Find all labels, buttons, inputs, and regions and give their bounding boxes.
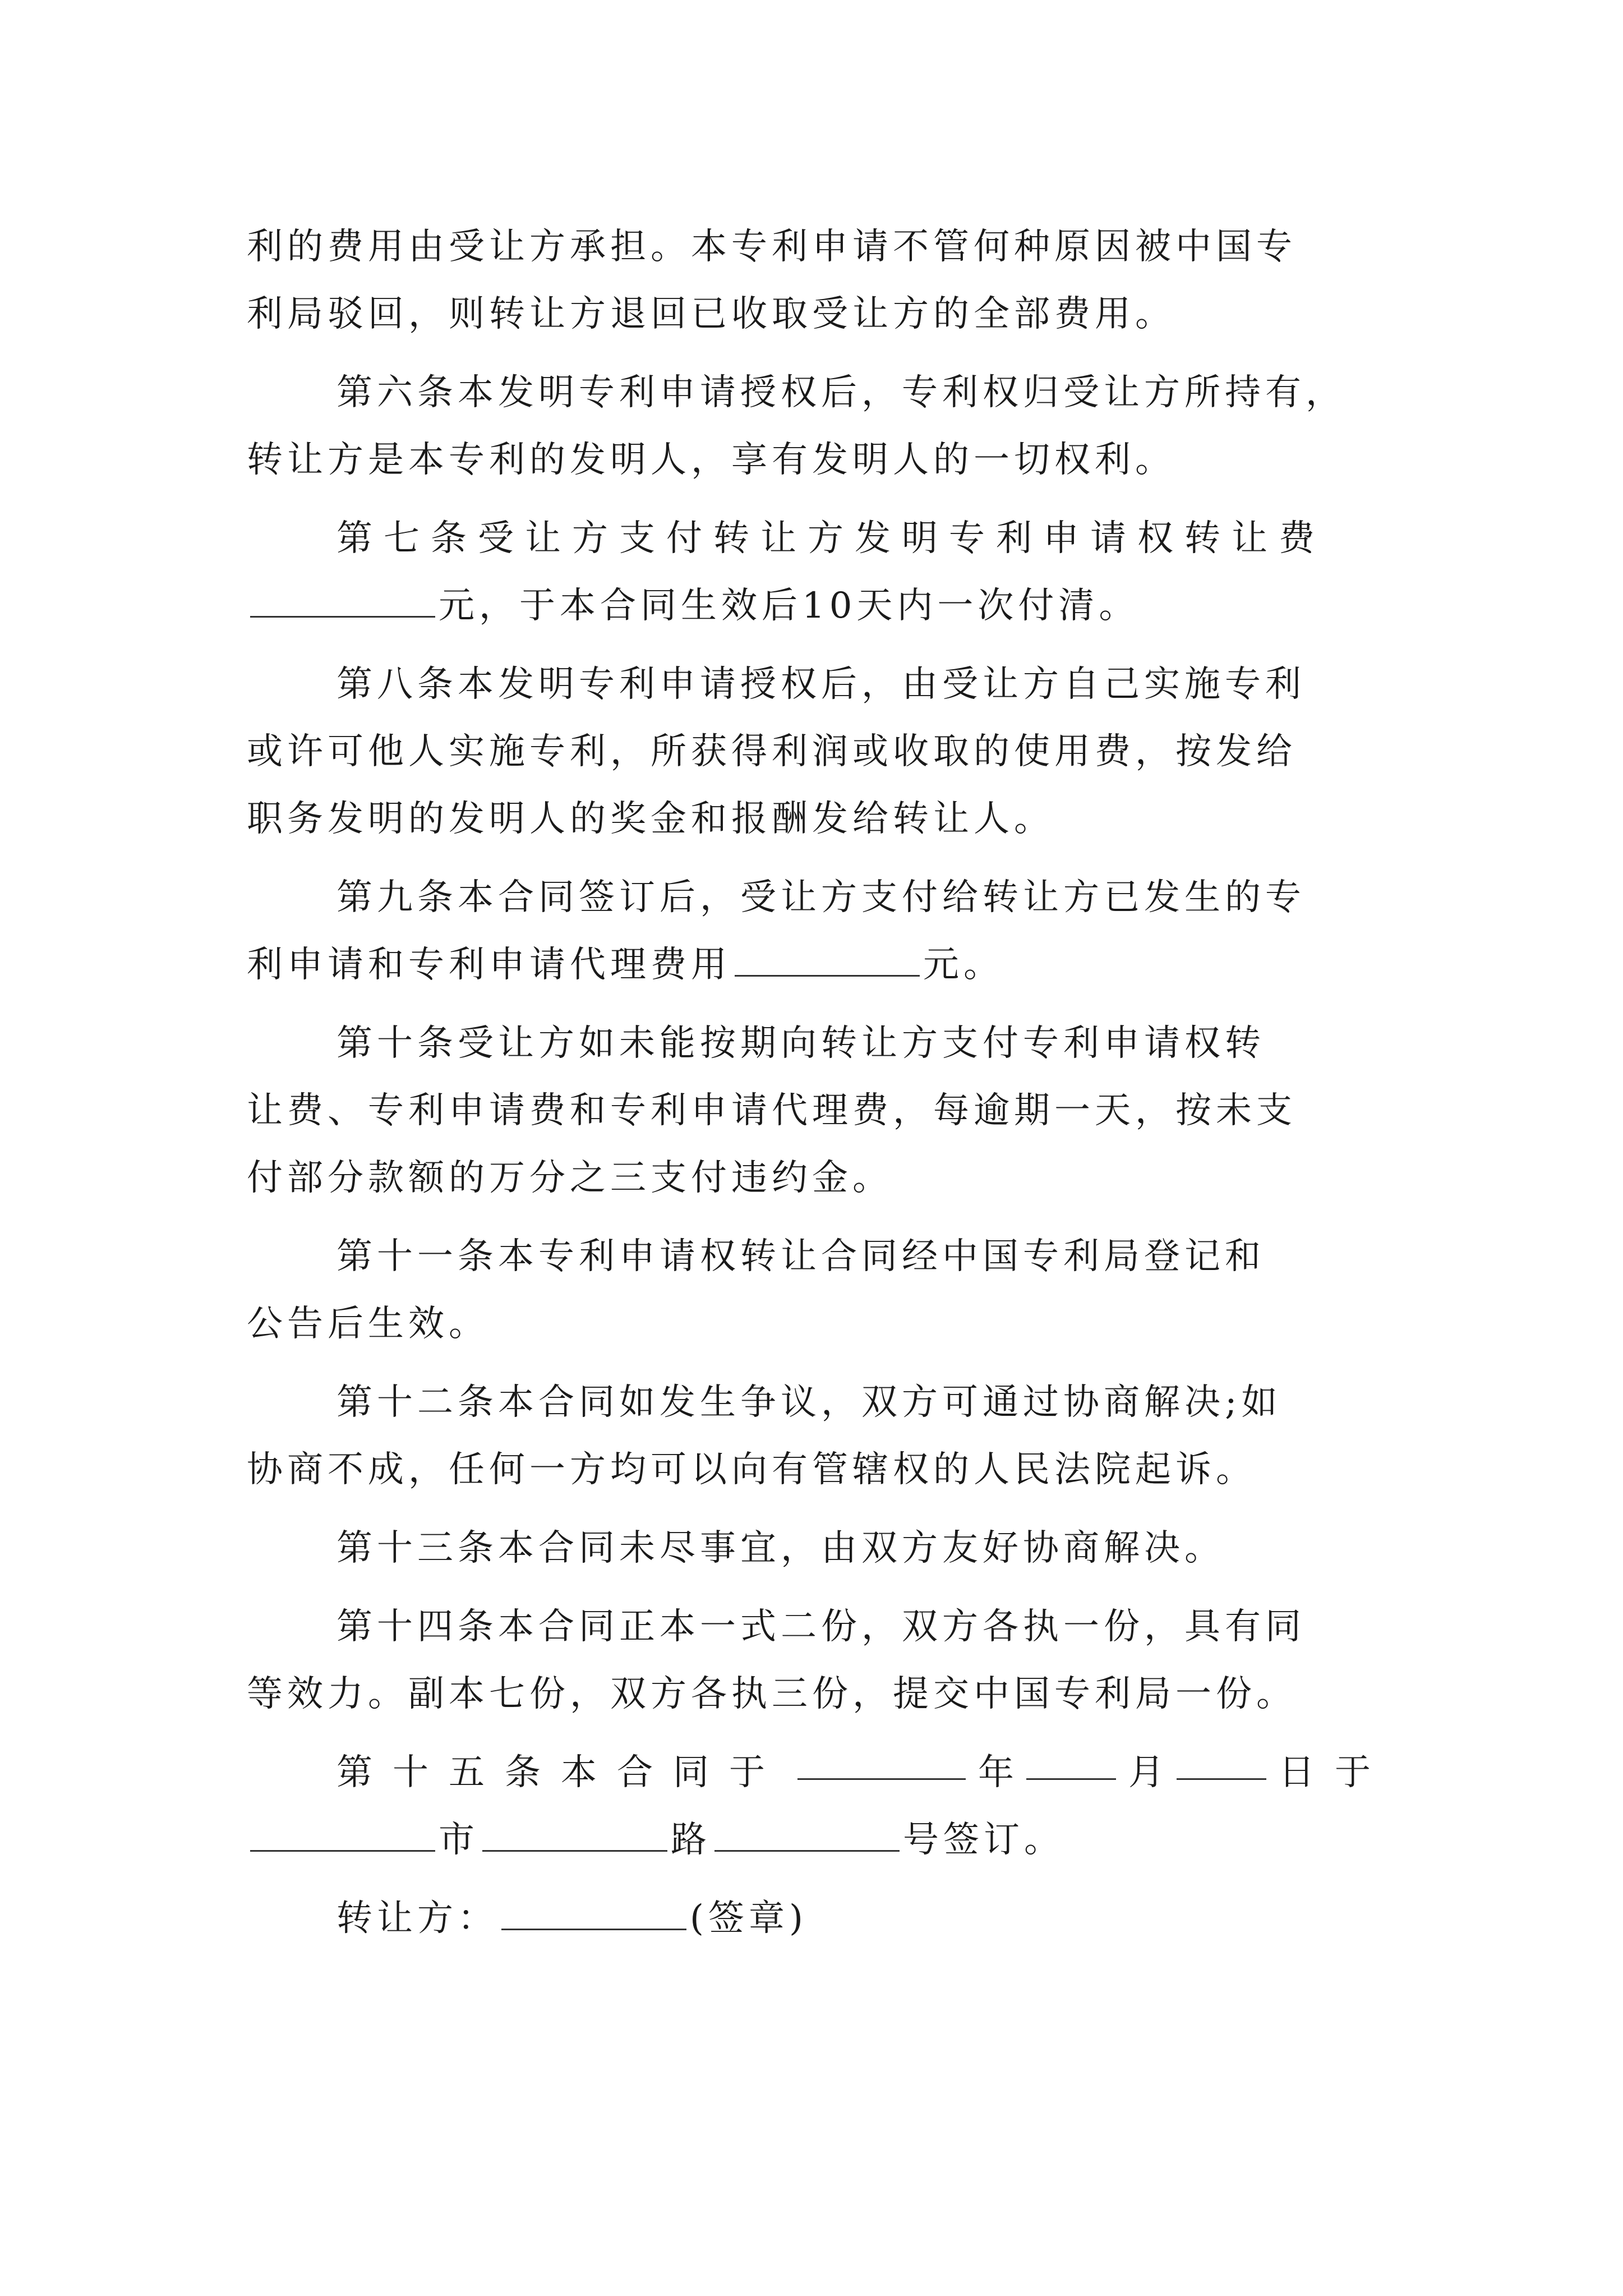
text-span: 元。: [923, 944, 1004, 986]
signature-suffix: (签章): [690, 1898, 808, 1939]
text-span: 路: [671, 1819, 711, 1861]
text-line: 利局驳回，则转让方退回已收取受让方的全部费用。: [247, 293, 1175, 335]
clause-10: 第十条受让方如未能按期向转让方支付专利申请权转: [336, 1023, 1265, 1064]
signature-label: 转让方：: [336, 1898, 498, 1939]
text-line: [247, 931, 1391, 999]
clause-8: 第八条本发明专利申请授权后，由受让方自己实施专利: [336, 664, 1306, 705]
text-span: 元，于本合同生效后10天内一次付清。: [439, 585, 1140, 627]
place-line: [247, 1806, 1391, 1874]
text-span: 年: [978, 1752, 1014, 1793]
text-line: 协商不成，任何一方均可以向有管辖权的人民法院起诉。: [247, 1449, 1256, 1490]
text-line: [247, 572, 1391, 639]
text-line: 让费、专利申请费和专利申请代理费，每逾期一天，按未支: [247, 1090, 1297, 1131]
text-line: 职务发明的发明人的奖金和报酬发给转让人。: [247, 798, 1054, 840]
year-blank: [797, 1739, 966, 1780]
text-line: 等效力。副本七份，双方各执三份，提交中国专利局一份。: [247, 1673, 1297, 1715]
text-line: 利的费用由受让方承担。本专利申请不管何种原因被中国专: [247, 226, 1297, 268]
clause-13: 第十三条本合同未尽事宜，由双方友好协商解决。: [336, 1527, 1225, 1569]
clause-7: 第七条受让方支付转让方发明专利申请权转让费: [336, 518, 1326, 559]
text-line: 或许可他人实施专利，所获得利润或收取的使用费，按发给: [247, 731, 1297, 772]
clause-6: 第六条本发明专利申请授权后，专利权归受让方所持有，: [336, 372, 1346, 413]
text-span: 日于: [1279, 1752, 1391, 1793]
text-span: 利申请和专利申请代理费用: [247, 944, 731, 986]
blank-field: [735, 936, 920, 977]
text-span: 市: [439, 1819, 479, 1861]
month-blank: [1026, 1739, 1116, 1780]
clause-15-date-line: [336, 1739, 1391, 1806]
text-span: 月: [1128, 1752, 1164, 1793]
city-blank: [250, 1811, 435, 1852]
clause-12: 第十二条本合同如发生争议，双方可通过协商解决;如: [336, 1382, 1282, 1423]
number-blank: [714, 1811, 900, 1852]
text-span: 号签订。: [903, 1819, 1064, 1861]
clause-11: 第十一条本专利申请权转让合同经中国专利局登记和: [336, 1236, 1265, 1277]
day-blank: [1177, 1739, 1266, 1780]
text-line: 付部分款额的万分之三支付违约金。: [247, 1157, 893, 1199]
clause-9: 第九条本合同签订后，受让方支付给转让方已发生的专: [336, 877, 1306, 918]
text-span: 第十五条本合同于: [336, 1752, 785, 1793]
road-blank: [482, 1811, 667, 1852]
text-line: 公告后生效。: [247, 1303, 489, 1345]
signature-line: [336, 1885, 1391, 1952]
blank-field: [250, 577, 435, 618]
text-line: 转让方是本专利的发明人，享有发明人的一切权利。: [247, 439, 1175, 481]
signature-blank: [501, 1889, 686, 1930]
clause-14: 第十四条本合同正本一式二份，双方各执一份，具有同: [336, 1606, 1306, 1648]
